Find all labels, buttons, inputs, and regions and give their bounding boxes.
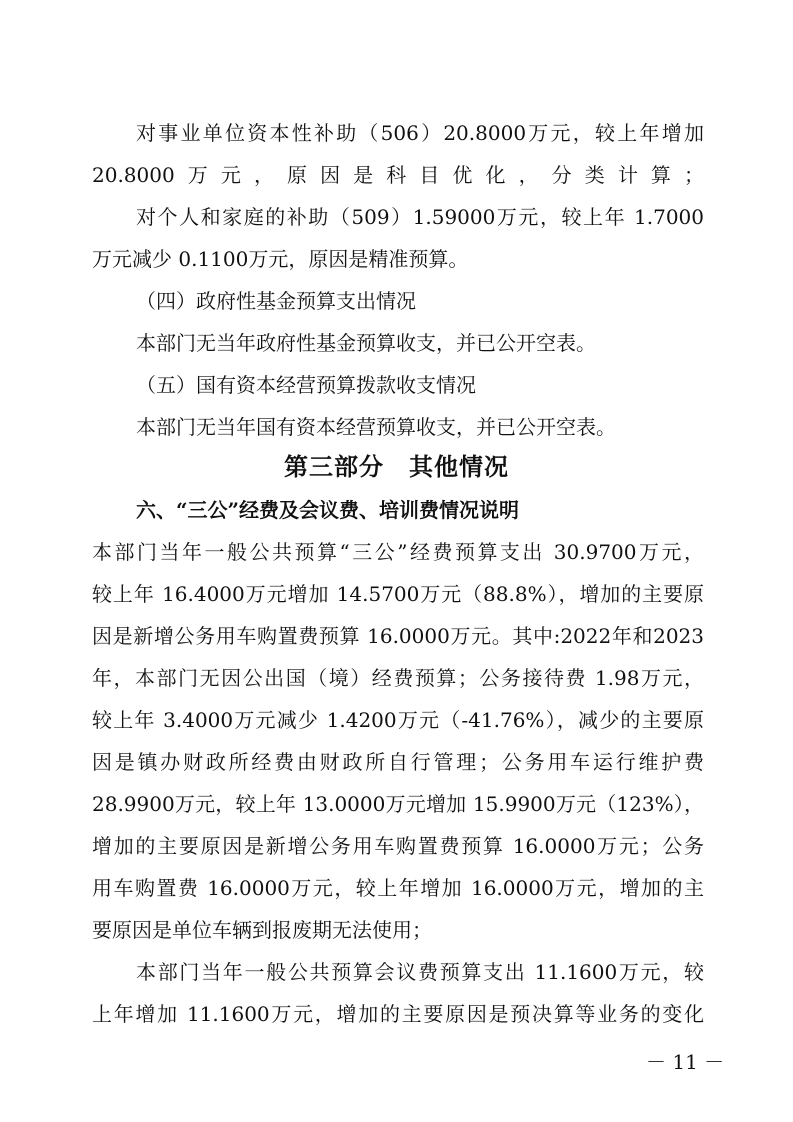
section-5-text: 本部门无当年国有资本经营预算收支，并已公开空表。: [136, 415, 616, 439]
paragraph-line: 对个人和家庭的补助（509）1.59000万元，较上年 1.7000: [136, 205, 704, 229]
part-three-title: 第三部分 其他情况: [284, 452, 509, 481]
paragraph-line: 因是新增公务用车购置费预算 16.0000万元。其中:2022年和2023: [92, 624, 704, 648]
paragraph-line: 较上年 16.4000万元增加 14.5700万元（88.8%），增加的主要原: [92, 582, 704, 606]
paragraph-line: 对事业单位资本性补助（506）20.8000万元，较上年增加: [136, 121, 704, 145]
page-number: － 11 －: [646, 1050, 725, 1074]
paragraph-line: 增加的主要原因是新增公务用车购置费预算 16.0000万元；公务: [92, 834, 704, 858]
paragraph-line: 上年增加 11.1600万元，增加的主要原因是预决算等业务的变化: [92, 1002, 704, 1026]
paragraph-line: 万元减少 0.1100万元，原因是精准预算。: [92, 247, 469, 271]
paragraph-line: 较上年 3.4000万元减少 1.4200万元（-41.76%），减少的主要原: [92, 708, 704, 732]
section-4-heading: （四）政府性基金预算支出情况: [136, 289, 416, 313]
paragraph-line: 要原因是单位车辆到报废期无法使用；: [92, 918, 432, 942]
paragraph-line: 本部门当年一般公共预算会议费预算支出 11.1600万元，较: [136, 960, 704, 984]
paragraph-line: 本部门当年一般公共预算“三公”经费预算支出 30.9700万元，: [92, 540, 704, 564]
paragraph-line: 20.8000万元，原因是科目优化，分类计算；: [92, 163, 704, 187]
section-6-heading: 六、“三公”经费及会议费、培训费情况说明: [136, 498, 520, 522]
paragraph-line: 因是镇办财政所经费由财政所自行管理；公务用车运行维护费: [92, 750, 704, 774]
paragraph-line: 用车购置费 16.0000万元，较上年增加 16.0000万元，增加的主: [92, 876, 704, 900]
section-4-text: 本部门无当年政府性基金预算收支，并已公开空表。: [136, 331, 596, 355]
paragraph-line: 年，本部门无因公出国（境）经费预算；公务接待费 1.98万元，: [92, 666, 704, 690]
section-5-heading: （五）国有资本经营预算拨款收支情况: [136, 373, 476, 397]
paragraph-line: 28.9900万元，较上年 13.0000万元增加 15.9900万元（123%），: [92, 792, 704, 816]
